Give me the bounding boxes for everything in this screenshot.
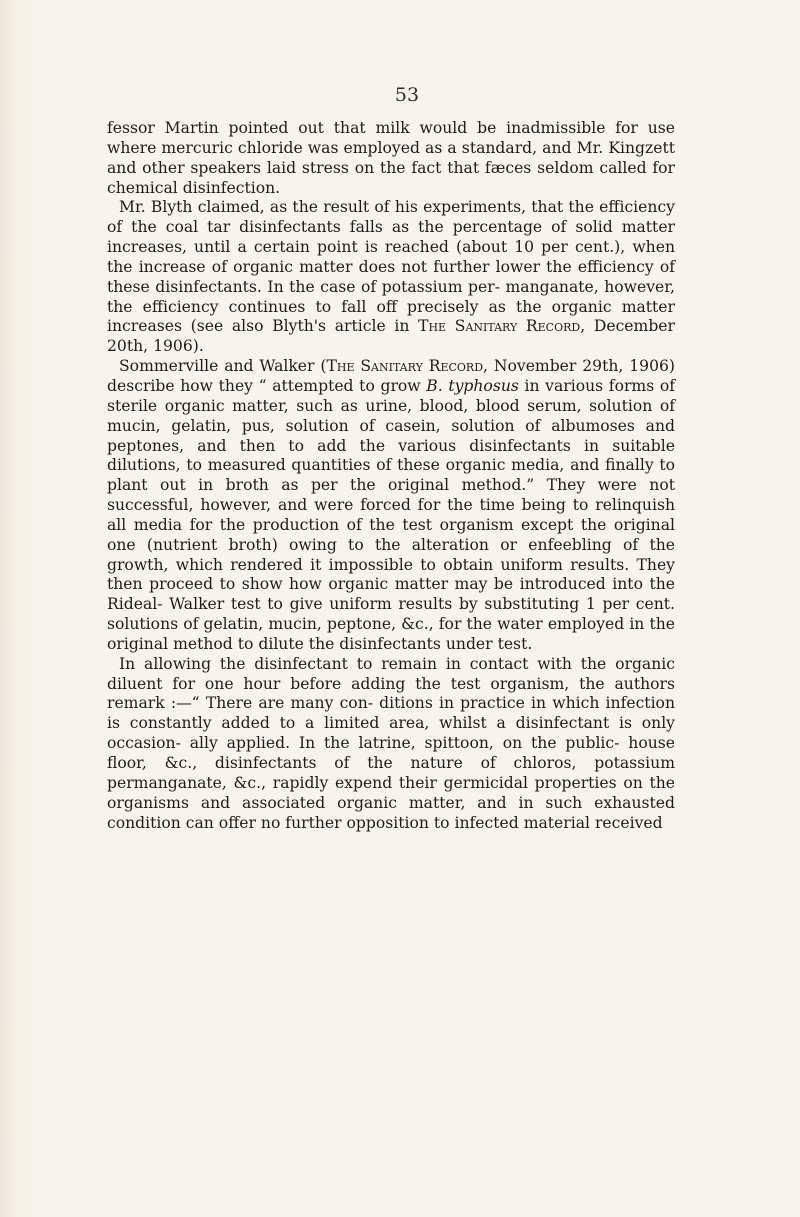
paragraph — [107, 119, 675, 198]
text-run: Sommerville and Walker ( — [119, 357, 327, 376]
page-number: 53 — [394, 84, 420, 106]
species-name: B. typhosus — [426, 376, 519, 395]
paragraph — [107, 655, 675, 834]
text-run: , December 20th, 1906). — [107, 317, 675, 356]
text-run: , November 29th, 1906) describe how they “ attempted to grow — [107, 357, 675, 395]
text-run: Mr. Blyth claimed, as the result of his experiments, that the efficiency of the coal tar disinfectants falls as the percentage of solid matter increases, until a certain point is reached (about 10 per cent.), when the increase of organic matter does not further lower the efficiency of these disinfectants. In the case of potassium per- manganate, however, the efficiency continues to fall off precisely as the organic matter increases (see also Blyth's article in — [107, 198, 675, 336]
text-run: in various forms of sterile organic matter, such as urine, blood, blood serum, solution of mucin, gelatin, pus, solution of casein, solution of albumoses and peptones, and then to add the various disinfectants in suitable dilutions, to measured quantities of these organic media, and finally to plant out in broth as per the original method.” They were not successful, however, and were forced for the time being to relinquish all media for the production of the test organism except the original one (nutrient broth) owing to the alteration or enfeebling of the growth, which rendered it impossible to obtain uniform results. They then proceed to show how organic matter may be introduced into the Rideal- Walker test to give uniform results by substituting 1 per cent. solutions of gelatin, mucin, peptone, &c., for the water employed in the original method to dilute the disinfectants under test. — [107, 376, 675, 653]
body-text — [107, 119, 675, 833]
paragraph — [107, 198, 675, 357]
paragraph — [107, 357, 675, 655]
journal-title: The Sanitary Record — [326, 357, 484, 376]
text-run: fessor Martin pointed out that milk would be inadmissible for use where mercuric chloride was employed as a standard, and Mr. Kingzett and other speakers laid stress on the fact that fæces seldom called for chemical disinfection. — [107, 119, 675, 197]
journal-title: The Sanitary Record — [418, 317, 581, 336]
text-run: In allowing the disinfectant to remain in contact with the organic diluent for one hour before adding the test organism, the authors remark :—“ There are many con- ditions in practice in which infection is constantly added to a limited area, whilst a disinfectant is only occasion- ally applied. In the latrine, spittoon, on the public- house floor, &c., disinfectants of the nature of chloros, potassium permanganate, &c., rapidly expend their germicidal properties on the organisms and associated organic matter, and in such exhausted condition can offer no further opposition to infected material received — [107, 654, 675, 832]
